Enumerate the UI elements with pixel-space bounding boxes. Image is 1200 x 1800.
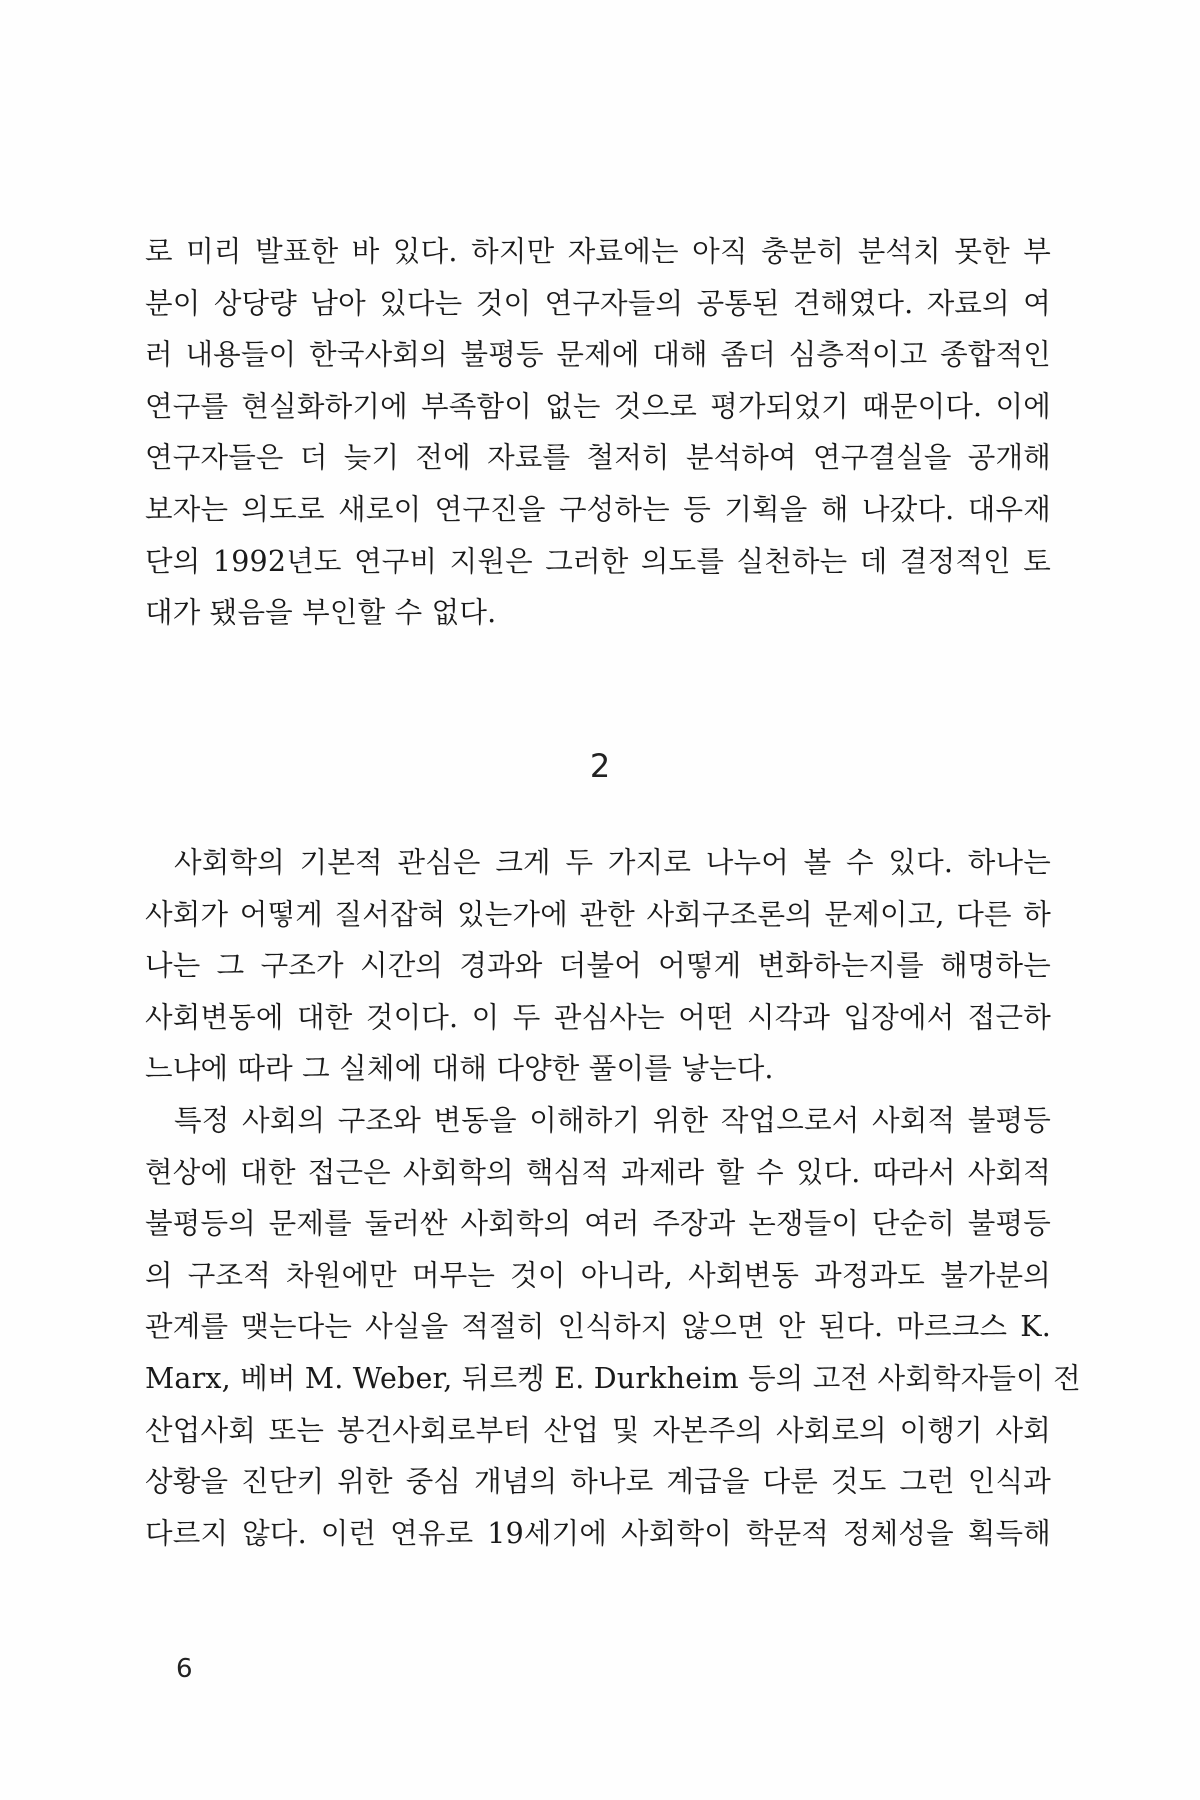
paragraph-continued (145, 226, 1051, 639)
text-line: 나는 그 구조가 시간의 경과와 더불어 어떻게 변화하는지를 해명하는 (145, 949, 1051, 983)
text-line: 사회학의 기본적 관심은 크게 두 가지로 나누어 볼 수 있다. 하나는 (174, 846, 1051, 879)
text-line: 로 미리 발표한 바 있다. 하지만 자료에는 아직 충분히 분석치 못한 부 (145, 235, 1051, 268)
text-line: Marx, 베버 M. Weber, 뒤르켕 E. Durkheim 등의 고전 사회학자들이 전 (145, 1361, 1081, 1395)
section-body (145, 837, 1081, 1559)
text-line: 의 구조적 차원에만 머무는 것이 아니라, 사회변동 과정과도 불가분의 (145, 1258, 1051, 1292)
text-line: 러 내용들이 한국사회의 불평등 문제에 대해 좀더 심층적이고 종합적인 (145, 338, 1051, 372)
text-line: 단의 1992년도 연구비 지원은 그러한 의도를 실천하는 데 결정적인 토 (145, 544, 1051, 578)
text-line: 사회가 어떻게 질서잡혀 있는가에 관한 사회구조론의 문제이고, 다른 하 (145, 897, 1051, 931)
text-line: 연구자들은 더 늦기 전에 자료를 철저히 분석하여 연구결실을 공개해 (145, 441, 1051, 475)
text-line: 연구를 현실화하기에 부족함이 없는 것으로 평가되었기 때문이다. 이에 (145, 389, 1051, 423)
text-line: 분이 상당량 남아 있다는 것이 연구자들의 공통된 견해였다. 자료의 여 (145, 286, 1051, 320)
text-line: 다르지 않다. 이런 연유로 19세기에 사회학이 학문적 정체성을 획득해 (145, 1516, 1051, 1550)
text-line: 특정 사회의 구조와 변동을 이해하기 위한 작업으로서 사회적 불평등 (174, 1103, 1051, 1137)
text-line: 사회변동에 대한 것이다. 이 두 관심사는 어떤 시각과 입장에서 접근하 (145, 1000, 1051, 1034)
text-line: 보자는 의도로 새로이 연구진을 구성하는 등 기획을 해 나갔다. 대우재 (145, 492, 1051, 526)
text-line: 불평등의 문제를 둘러싼 사회학의 여러 주장과 논쟁들이 단순히 불평등 (145, 1207, 1051, 1241)
text-line: 상황을 진단키 위한 중심 개념의 하나로 계급을 다룬 것도 그런 인식과 (145, 1465, 1051, 1499)
page-number: 6 (176, 1654, 193, 1684)
text-line: 대가 됐음을 부인할 수 없다. (145, 596, 497, 630)
text-line: 현상에 대한 접근은 사회학의 핵심적 과제라 할 수 있다. 따라서 사회적 (145, 1155, 1051, 1189)
text-line: 관계를 맺는다는 사실을 적절히 인식하지 않으면 안 된다. 마르크스 K. (145, 1310, 1051, 1344)
text-line: 느냐에 따라 그 실체에 대해 다양한 풀이를 낳는다. (145, 1052, 774, 1086)
section-number: 2 (589, 747, 611, 785)
text-line: 산업사회 또는 봉건사회로부터 산업 및 자본주의 사회로의 이행기 사회 (145, 1413, 1051, 1447)
